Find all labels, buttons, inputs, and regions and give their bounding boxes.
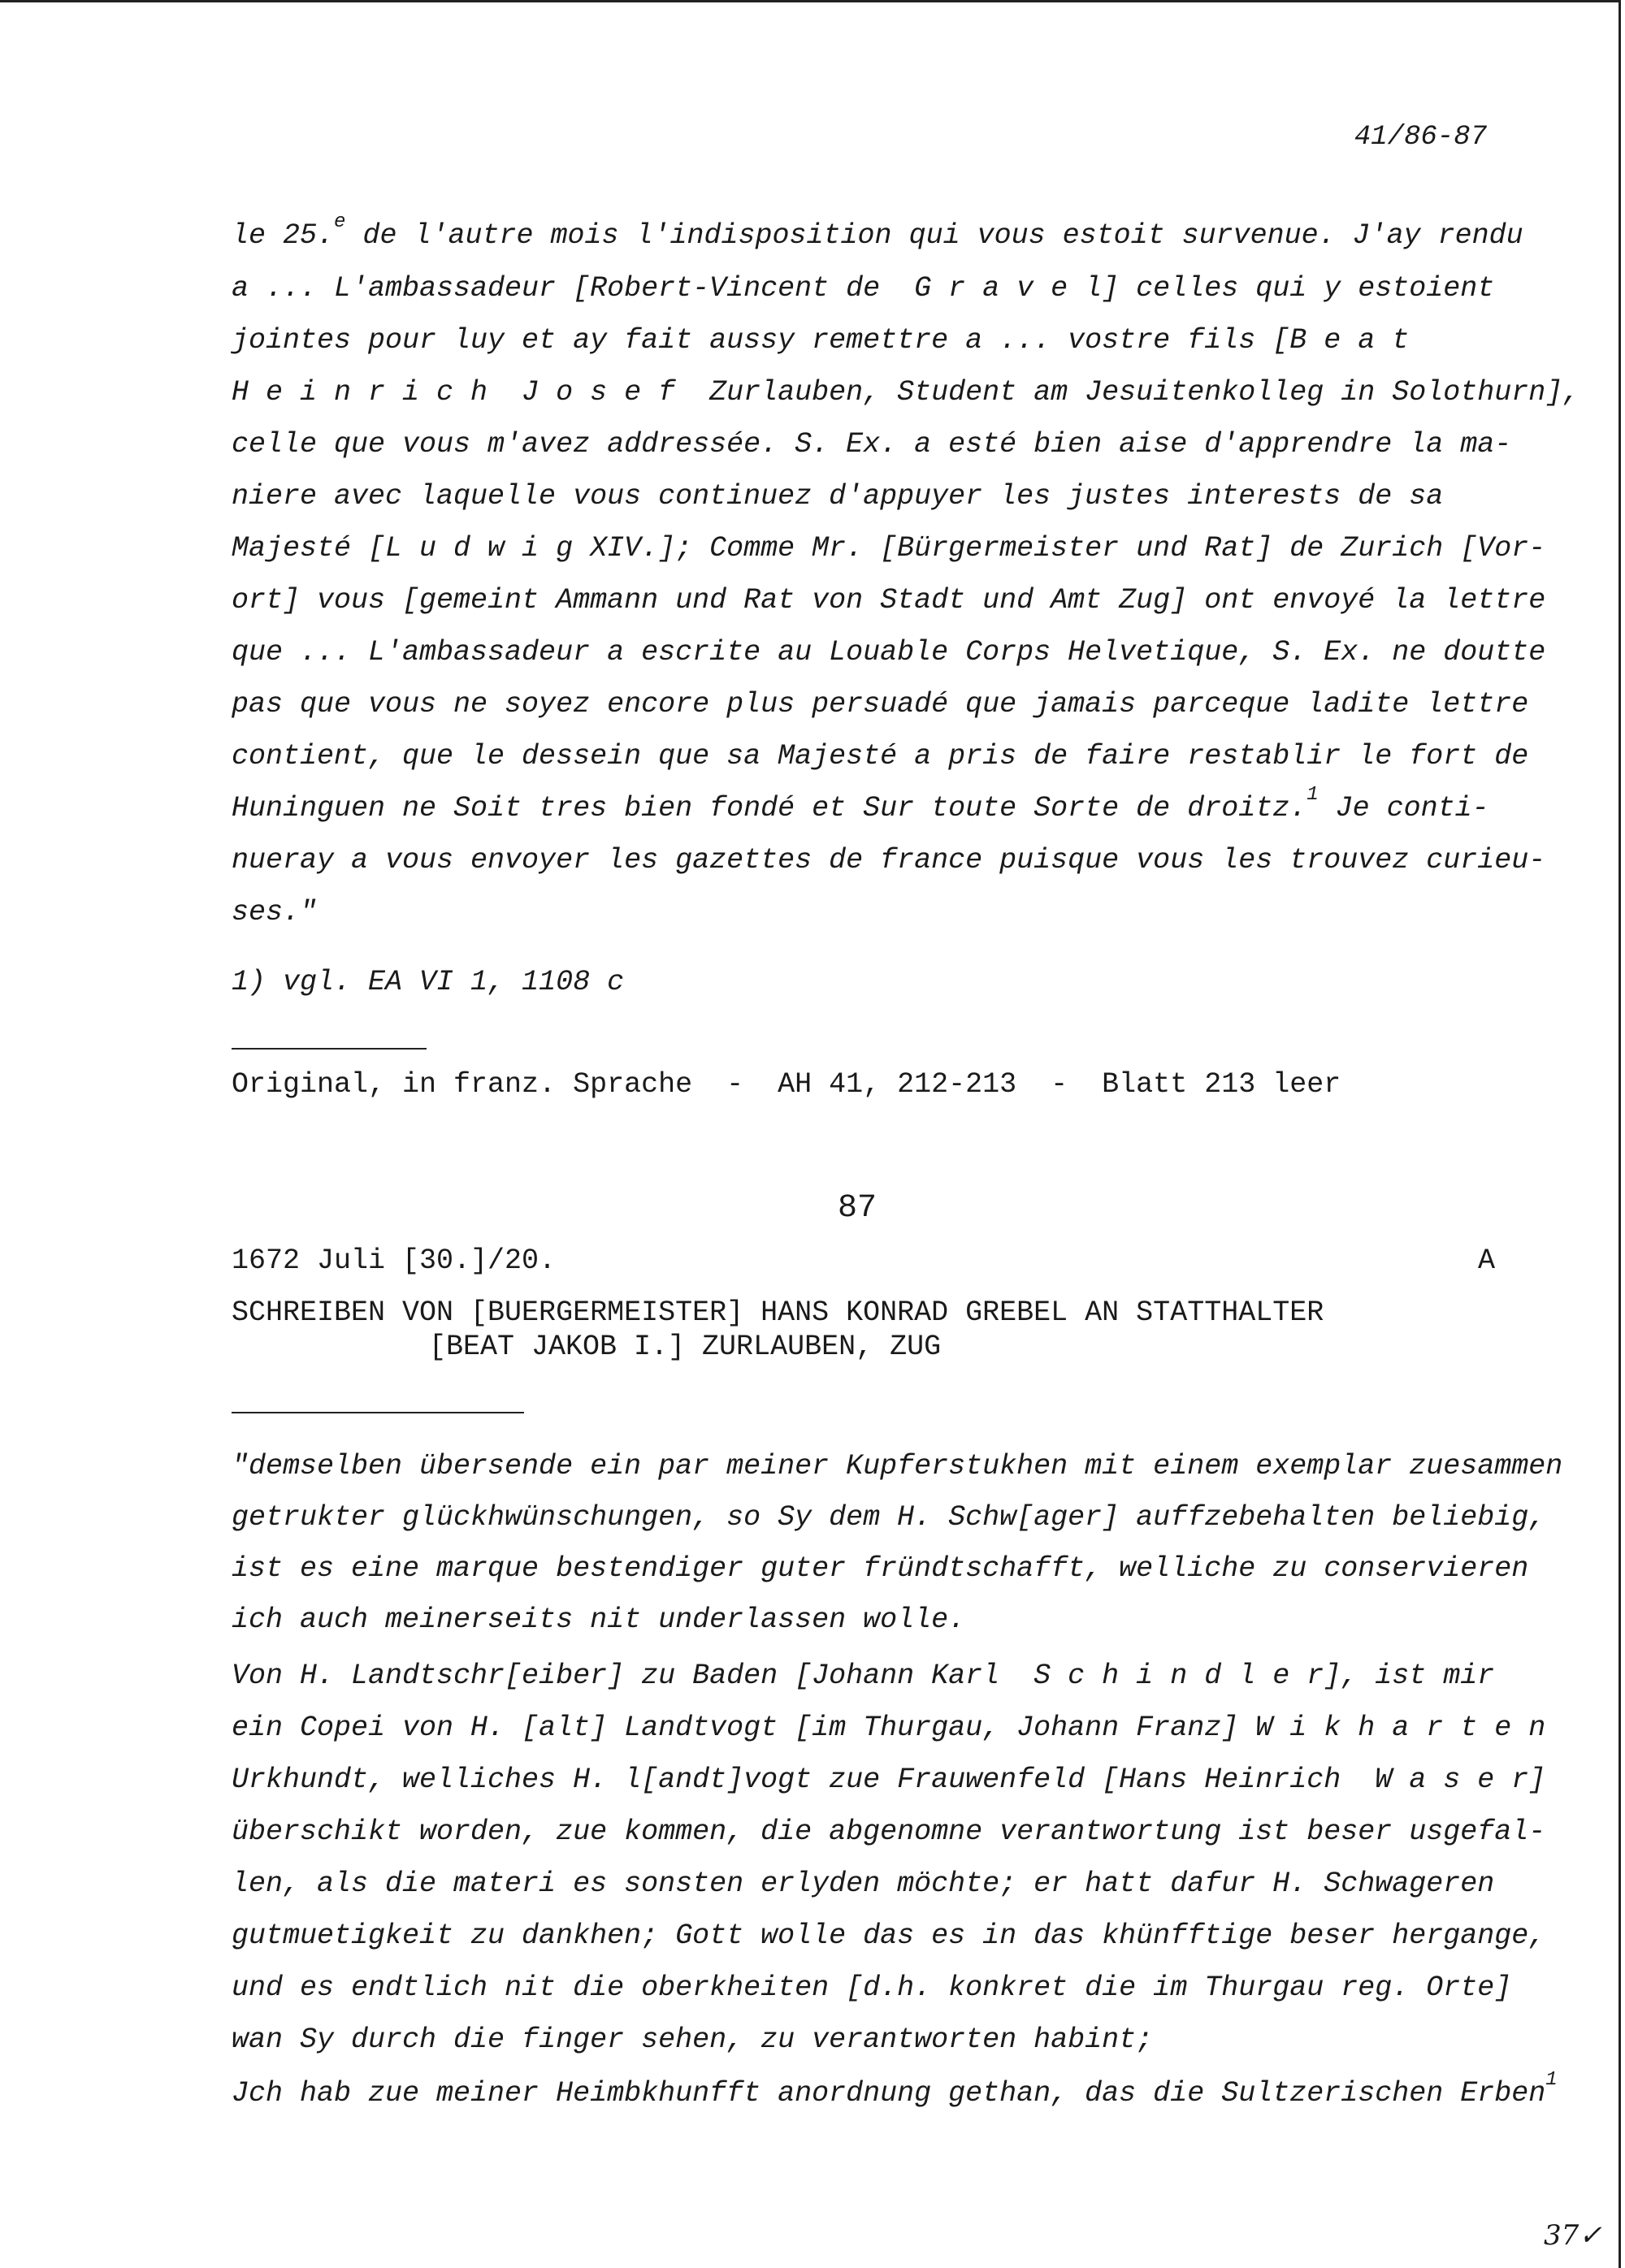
text-line: gutmuetigkeit zu dankhen; Gott wolle das es in das khünfftige beser hergange,	[232, 1920, 1546, 1952]
text-line: celle que vous m'avez addressée. S. Ex. a esté bien aise d'apprendre la ma-	[232, 428, 1512, 461]
text-line: a ... L'ambassadeur [Robert-Vincent de G r a v e l] celles qui y estoient	[232, 272, 1495, 305]
text-line: Urkhundt, welliches H. l[andt]vogt zue Frauwenfeld [Hans Heinrich W a s e r]	[232, 1764, 1546, 1796]
footnote-marker: 1	[1306, 784, 1319, 806]
text-line: und es endtlich nit die oberkheiten [d.h. konkret die im Thurgau reg. Orte]	[232, 1972, 1512, 2004]
text-line: que ... L'ambassadeur a escrite au Louable Corps Helvetique, S. Ex. ne doutte	[232, 636, 1546, 669]
text-line: ein Copei von H. [alt] Landtvogt [im Thurgau, Johann Franz] W i k h a r t e n	[232, 1712, 1546, 1744]
text-line: "demselben übersende ein par meiner Kupferstukhen mit einem exemplar zuesammen	[232, 1450, 1563, 1482]
document-letter: A	[1477, 1244, 1495, 1277]
text-line: Huninguen ne Soit tres bien fondé et Sur toute Sorte de droitz.$^1$ Je conti-	[232, 784, 1489, 825]
text-line: ist es eine marque bestendiger guter fründtschafft, welliche zu conservieren	[232, 1552, 1529, 1585]
document-number: 87	[837, 1190, 877, 1227]
document-title: SCHREIBEN VON [BUERGERMEISTER] HANS KONRAD GREBEL AN STATTHALTER	[232, 1296, 1324, 1329]
text-line: Majesté [L u d w i g XIV.]; Comme Mr. [Bürgermeister und Rat] de Zurich [Vor-	[232, 532, 1546, 565]
document-date: 1672 Juli [30.]/20.	[232, 1244, 557, 1277]
footnote-marker: 1	[1545, 2069, 1558, 2091]
text-line: ort] vous [gemeint Ammann und Rat von Stadt und Amt Zug] ont envoyé la lettre	[232, 584, 1546, 617]
text-line: ses."	[232, 896, 318, 928]
text-line: pas que vous ne soyez encore plus persuadé que jamais parceque ladite lettre	[232, 688, 1529, 721]
text-line: len, als die materi es sonsten erlyden möchte; er hatt dafur H. Schwageren	[232, 1868, 1495, 1900]
text-line: nueray a vous envoyer les gazettes de france puisque vous les trouvez curieu-	[232, 844, 1546, 876]
text-line: H e i n r i c h J o s e f Zurlauben, Student am Jesuitenkolleg in Solothurn],	[232, 376, 1580, 409]
text-line: Von H. Landtschr[eiber] zu Baden [Johann Karl S c h i n d l e r], ist mir	[232, 1660, 1495, 1692]
text-line: Jch hab zue meiner Heimbkhunfft anordnung gethan, das die Sultzerischen Erben$^1$	[232, 2069, 1558, 2110]
text-line: contient, que le dessein que sa Majesté a pris de faire restablir le fort de	[232, 740, 1529, 773]
text-line: überschikt worden, zue kommen, die abgenomne verantwortung ist beser usgefal-	[232, 1816, 1546, 1848]
source-note: Original, in franz. Sprache - AH 41, 212-213 - Blatt 213 leer	[232, 1068, 1341, 1101]
folio-mark: 37✓	[1544, 2219, 1602, 2252]
text-line: getrukter glückhwünschungen, so Sy dem H. Schw[ager] auffzebehalten beliebig,	[232, 1501, 1546, 1534]
title-rule	[232, 1412, 524, 1413]
text-line: jointes pour luy et ay fait aussy remettre a ... vostre fils [B e a t	[232, 324, 1410, 357]
page-border-right	[1618, 0, 1621, 2268]
text-line: niere avec laquelle vous continuez d'appuyer les justes interests de sa	[232, 480, 1444, 513]
footnote-rule	[232, 1048, 427, 1050]
text-line: wan Sy durch die finger sehen, zu verantworten habint;	[232, 2023, 1154, 2056]
page-reference: 41/86-87	[1354, 122, 1487, 153]
text-line: le 25.$^e$ de l'autre mois l'indisposition qui vous estoit survenue. J'ay rendu	[232, 211, 1523, 252]
document-title-cont: [BEAT JAKOB I.] ZURLAUBEN, ZUG	[429, 1331, 942, 1363]
page-border-top	[0, 0, 1618, 2]
footnote: 1) vgl. EA VI 1, 1108 c	[232, 966, 625, 998]
superscript: e	[334, 211, 346, 233]
text-line: ich auch meinerseits nit underlassen wolle.	[232, 1604, 966, 1636]
